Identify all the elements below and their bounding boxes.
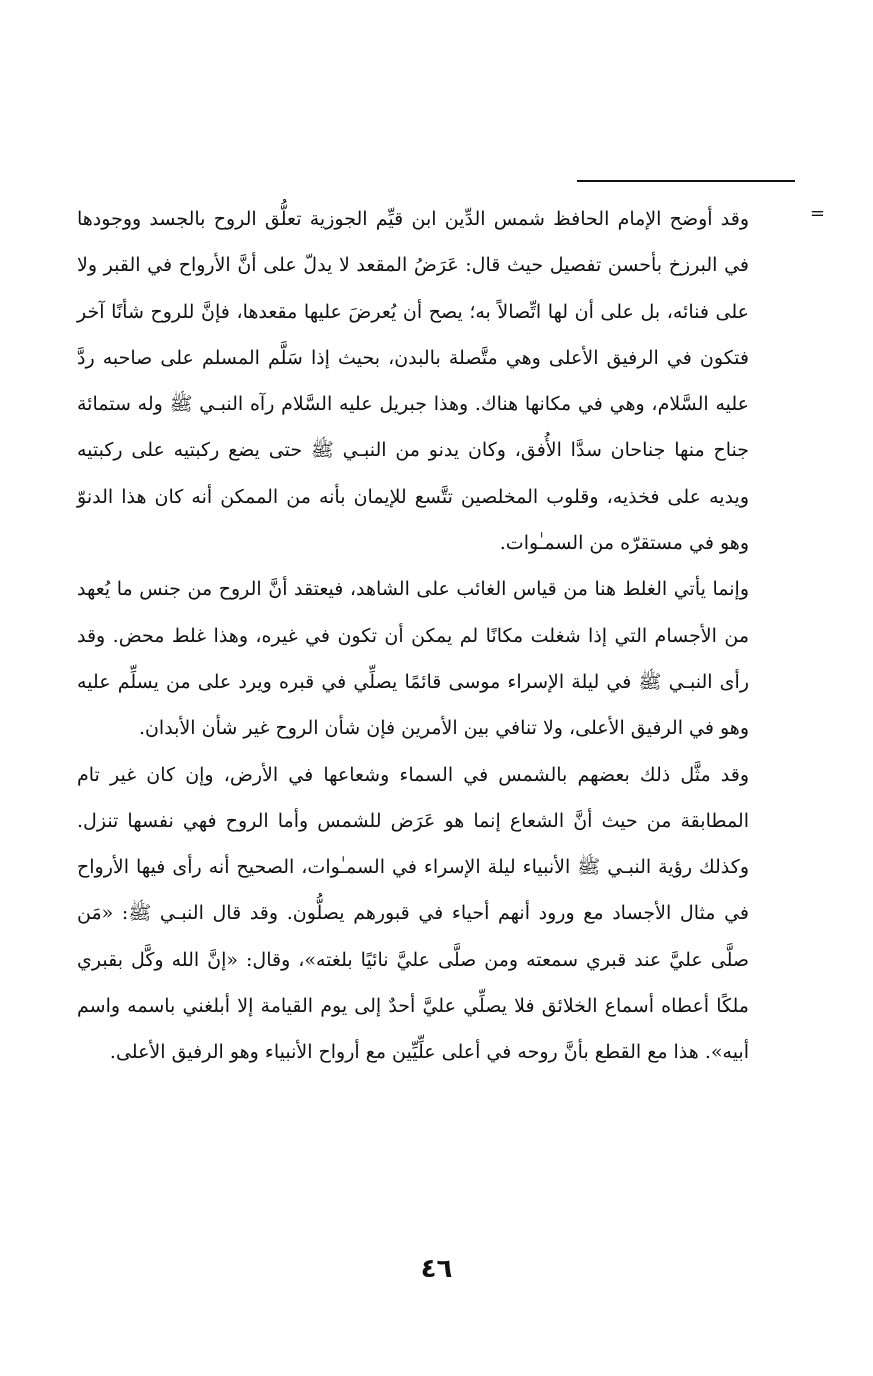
footnote-text: [77, 196, 749, 1076]
footnote-paragraph-1: وقد أوضح الإمام الحافظ شمس الدِّين ابن قيِّم الجوزية تعلُّق الروح بالجسد ووجودها في البرزخ بأحسن تفصيل حيث قال: عَرَضُ المقعد لا يدلّ على أنَّ الأرواح في القبر ولا على فنائه، بل على أن لها اتِّصالاً به؛ يصح أن يُعرضَ عليها مقعدها، فإنَّ للروح شأنًا آخر فتكون في الرفيق الأعلى وهي متَّصلة بالبدن، بحيث إذا سَلَّم المسلم على صاحبه ردَّ عليه السَّلام، وهي في مكانها هناك. وهذا جبريل عليه السَّلام رآه النبـي ﷺ وله ستمائة جناح منها جناحان سدَّا الأُفق، وكان يدنو من النبـي ﷺ حتى يضع ركبتيه على ركبتيه ويديه على فخذيه، وقلوب المخلصين تتَّسع للإيمان بأنه من الممكن أنه كان هذا الدنوّ وهو في مستقرّه من السمـٰوات.: [77, 208, 749, 555]
footnote-paragraph-2: وإنما يأتي الغلط هنا من قياس الغائب على الشاهد، فيعتقد أنَّ الروح من جنس ما يُعهد من الأجسام التي إذا شغلت مكانًا لم يمكن أن تكون في غيره، وهذا غلط محض. وقد رأى النبـي ﷺ في ليلة الإسراء موسى قائمًا يصلِّي في قبره ويرد على من يسلِّم عليه وهو في الرفيق الأعلى، ولا تنافي بين الأمرين فإن شأن الروح غير شأن الأبدان.: [77, 578, 749, 740]
footnote-separator-rule: [577, 180, 795, 182]
page-number: ٤٦: [420, 1254, 453, 1284]
footnote-paragraph-3: وقد مثَّل ذلك بعضهم بالشمس في السماء وشعاعها في الأرض، وإن كان غير تام المطابقة من حيث أنَّ الشعاع إنما هو عَرَض للشمس وأما الروح فهي نفسها تنزل. وكذلك رؤية النبـي ﷺ الأنبياء ليلة الإسراء في السمـٰوات، الصحيح أنه رأى فيها الأرواح في مثال الأجساد مع ورود أنهم أحياء في قبورهم يصلُّون. وقد قال النبـي ﷺ: «مَن صلَّى عليَّ عند قبري سمعته ومن صلَّى عليَّ نائيًا بلغته»، وقال: «إنَّ الله وكَّل بقبري ملكًا أعطاه أسماع الخلائق فلا يصلِّي عليَّ أحدٌ إلى يوم القيامة إلا أبلغني باسمه واسم أبيه». هذا مع القطع بأنَّ روحه في أعلى علِّيِّين مع أرواح الأنبياء وهو الرفيق الأعلى.: [77, 763, 749, 1064]
footnote-continuation-mark: =: [809, 203, 825, 224]
